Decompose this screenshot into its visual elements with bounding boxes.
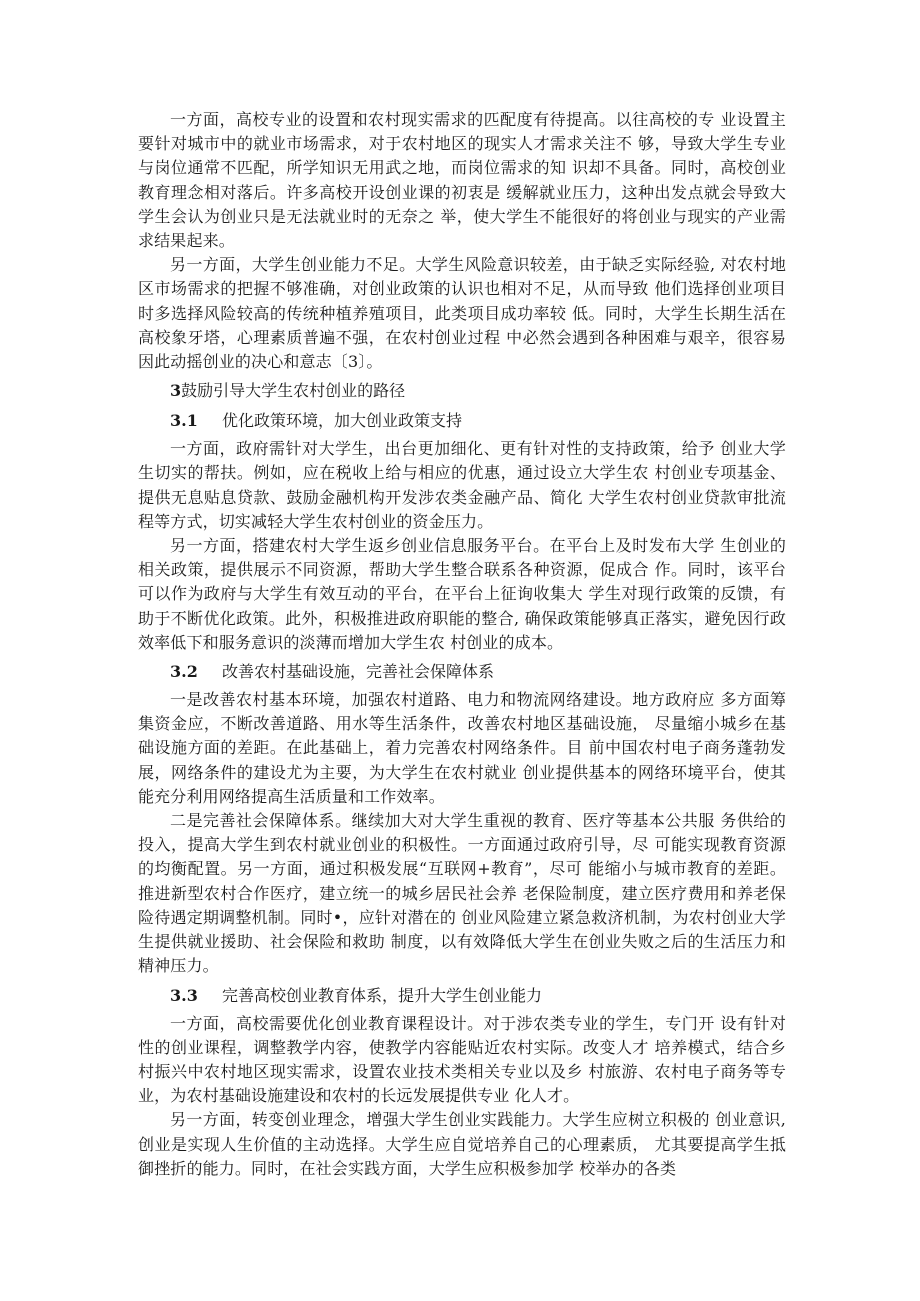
paragraph-3: 一方面，政府需针对大学生，出台更加细化、更有针对性的支持政策，给予 创业大学生切实的帮扶。例如，应在税收上给与相应的优惠，通过设立大学生农 村创业专项基金、提供无息贴息贷款、鼓励金融机构开发涉农类金融产品、简化 大学生农村创业贷款审批流程等方式，切实减轻大学生农村创业的资金压力。 <box>138 439 786 531</box>
section-number: 3.1 <box>170 411 198 431</box>
section-title: 鼓励引导大学生农村创业的路径 <box>181 381 406 401</box>
section-number: 3 <box>170 381 182 401</box>
paragraph-7: 一方面，高校需要优化创业教育课程设计。对于涉农类专业的学生，专门开 设有针对性的创业课程，调整教学内容，使教学内容能贴近农村实际。改变人才 培养模式，结合乡村振兴中农村地区现实需求，设置农业技术类相关专业以及乡 村旅游、农村电子商务等专业，为农村基础设施建设和农村的长远发展提供专业 化人才。 <box>138 1013 786 1106</box>
paragraph-5: 一是改善农村基本环境，加强农村道路、电力和物流网络建设。地方政府应 多方面筹集资金应，不断改善道路、用水等生活条件，改善农村地区基础设施， 尽量缩小城乡在基础设施方面的差距。在此基础上，着力完善农村网络条件。目 前中国农村电子商务蓬勃发展，网络条件的建设尤为主要，为大学生在农村就业 创业提供基本的网络环境平台，使其能充分利用网络提高生活质量和工作效率。 <box>138 690 786 806</box>
paragraph-2: 另一方面，大学生创业能力不足。大学生风险意识较差，由于缺乏实际经验, 对农村地区市场需求的把握不够准确，对创业政策的认识也相对不足，从而导致 他们选择创业项目时多选择风险较高的传统种植养殖项目，此类项目成功率较 低。同时，大学生长期生活在高校象牙塔，心理素质普遍不强，在农村创业过程 中必然会遇到各种困难与艰辛，很容易因此动摇创业的决心和意志〔3〕。 <box>138 255 786 372</box>
section-title: 优化政策环境，加大创业政策支持 <box>222 411 463 431</box>
section-heading-3-1 <box>138 408 786 434</box>
section-title: 完善高校创业教育体系，提升大学生创业能力 <box>222 985 543 1005</box>
paragraph-1: 一方面，高校专业的设置和农村现实需求的匹配度有待提高。以往高校的专 业设置主要针对城市中的就业市场需求，对于农村地区的现实人才需求关注不 够，导致大学生专业与岗位通常不匹配，所学知识无用武之地，而岗位需求的知 识却不具备。同时，高校创业教育理念相对落后。许多高校开设创业课的初衷是 缓解就业压力，这种出发点就会导致大学生会认为创业只是无法就业时的无奈之 举，使大学生不能很好的将创业与现实的产业需求结果起来。 <box>138 110 786 251</box>
section-number: 3.3 <box>170 985 198 1005</box>
section-heading-3 <box>138 378 786 404</box>
section-title: 改善农村基础设施，完善社会保障体系 <box>222 662 495 682</box>
document-page <box>138 108 786 1181</box>
paragraph-4: 另一方面，搭建农村大学生返乡创业信息服务平台。在平台上及时发布大学 生创业的相关政策，提供展示不同资源，帮助大学生整合联系各种资源，促成合 作。同时，该平台可以作为政府与大学生有效互动的平台，在平台上征询收集大 学生对现行政策的反馈，有助于不断优化政策。此外，积极推进政府职能的整合, 确保政策能够真正落实，避免因行政效率低下和服务意识的淡薄而增加大学生农 村创业的成本。 <box>138 536 786 652</box>
section-heading-3-3 <box>138 983 786 1009</box>
section-heading-3-2 <box>138 659 786 685</box>
paragraph-8: 另一方面，转变创业理念，增强大学生创业实践能力。大学生应树立积极的 创业意识,创业是实现人生价值的主动选择。大学生应自觉培养自己的心理素质， 尤其要提高学生抵御挫折的能力。同时，在社会实践方面，大学生应积极参加学 校举办的各类 <box>138 1110 786 1178</box>
paragraph-6: 二是完善社会保障体系。继续加大对大学生重视的教育、医疗等基本公共服 务供给的投入，提高大学生到农村就业创业的积极性。一方面通过政府引导，尽 可能实现教育资源的均衡配置。另一方面，通过积极发展“互联网+教育”，尽可 能缩小与城市教育的差距。推进新型农村合作医疗，建立统一的城乡居民社会养 老保险制度，建立医疗费用和养老保险待遇定期调整机制。同时•，应针对潜在的 创业风险建立紧急救济机制，为农村创业大学生提供就业援助、社会保险和救助 制度，以有效降低大学生在创业失败之后的生活压力和精神压力。 <box>138 811 786 976</box>
section-number: 3.2 <box>170 662 198 682</box>
